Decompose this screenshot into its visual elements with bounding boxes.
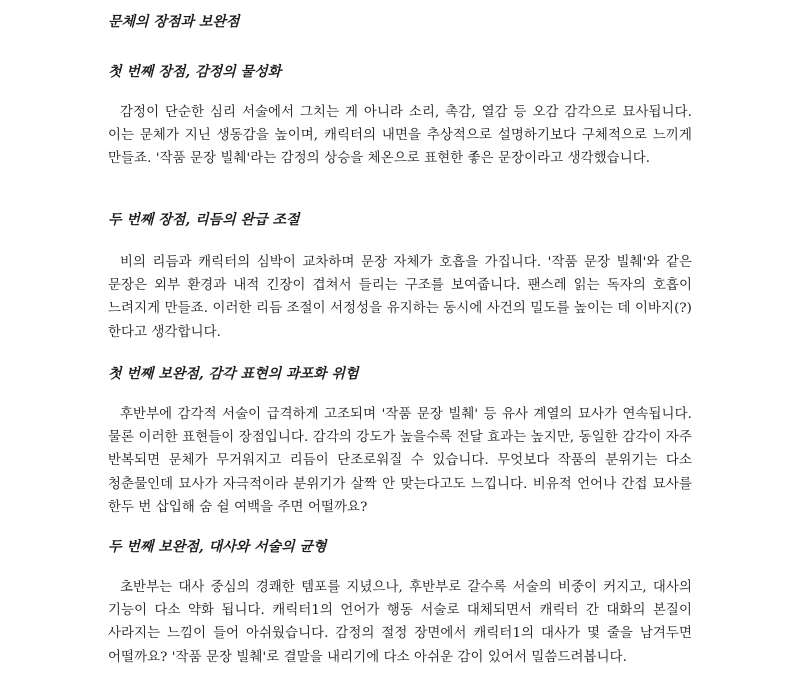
section-heading-strength-1: 첫 번째 장점, 감정의 물성화 <box>108 64 282 80</box>
section-body-strength-1: 감정이 단순한 심리 서술에서 그치는 게 아니라 소리, 촉감, 열감 등 오감 감각으로 묘사됩니다. 이는 문체가 지닌 생동감을 높이며, 캐릭터의 내면을 추상적으로 설명하기보다 구체적으로 느끼게 만들죠. '작품 문장 빌췌'라는 감정의 상승을 체온으로 표현한 좋은 문장이라고 생각했습니다. <box>108 105 692 167</box>
section-heading-weakness-1: 첫 번째 보완점, 감각 표현의 과포화 위험 <box>108 366 359 382</box>
section-heading-strength-2: 두 번째 장점, 리듬의 완급 조절 <box>108 212 300 228</box>
section-body-strength-2: 비의 리듬과 캐릭터의 심박이 교차하며 문장 자체가 호흡을 가집니다. '작품 문장 빌췌'와 같은 문장은 외부 환경과 내적 긴장이 겹쳐서 들리는 구조를 보여줍니다. 팬스레 읽는 독자의 호흡이 느려지게 만들죠. 이러한 리듬 조절이 서정성을 유지하는 동시에 사건의 밀도를 높이는 데 이바지(?)한다고 생각합니다. <box>108 255 692 340</box>
document-title: 문체의 장점과 보완점 <box>108 14 240 30</box>
section-heading-weakness-2: 두 번째 보완점, 대사와 서술의 균형 <box>108 539 327 555</box>
section-body-weakness-1: 후반부에 감각적 서술이 급격하게 고조되며 '작품 문장 빌췌' 등 유사 계열의 묘사가 연속됩니다. 물론 이러한 표현들이 장점입니다. 감각의 강도가 높을수록 전달 효과는 높지만, 동일한 감각이 자주 반복되면 문체가 무거워지고 리듬이 단조로워질 수 있습니다. 무엇보다 작품의 분위기는 다소 청춘물인데 묘사가 자극적이라 분위기가 살짝 안 맞는다고도 느낍니다. 비유적 언어나 간접 묘사를 한두 번 삽입해 숨 쉴 여백을 주면 어떨까요? <box>108 407 692 515</box>
section-body-weakness-2: 초반부는 대사 중심의 경쾌한 템포를 지녔으나, 후반부로 갈수록 서술의 비중이 커지고, 대사의 기능이 다소 약화 됩니다. 캐릭터1의 언어가 행동 서술로 대체되면서 캐릭터 간 대화의 본질이 사라지는 느낌이 들어 아쉬웠습니다. 감정의 절정 장면에서 캐릭터1의 대사가 몇 줄을 남겨두면 어떨까요? '작품 문장 빌췌'로 결말을 내리기에 다소 아쉬운 감이 있어서 밀씀드려봅니다. <box>108 580 692 665</box>
